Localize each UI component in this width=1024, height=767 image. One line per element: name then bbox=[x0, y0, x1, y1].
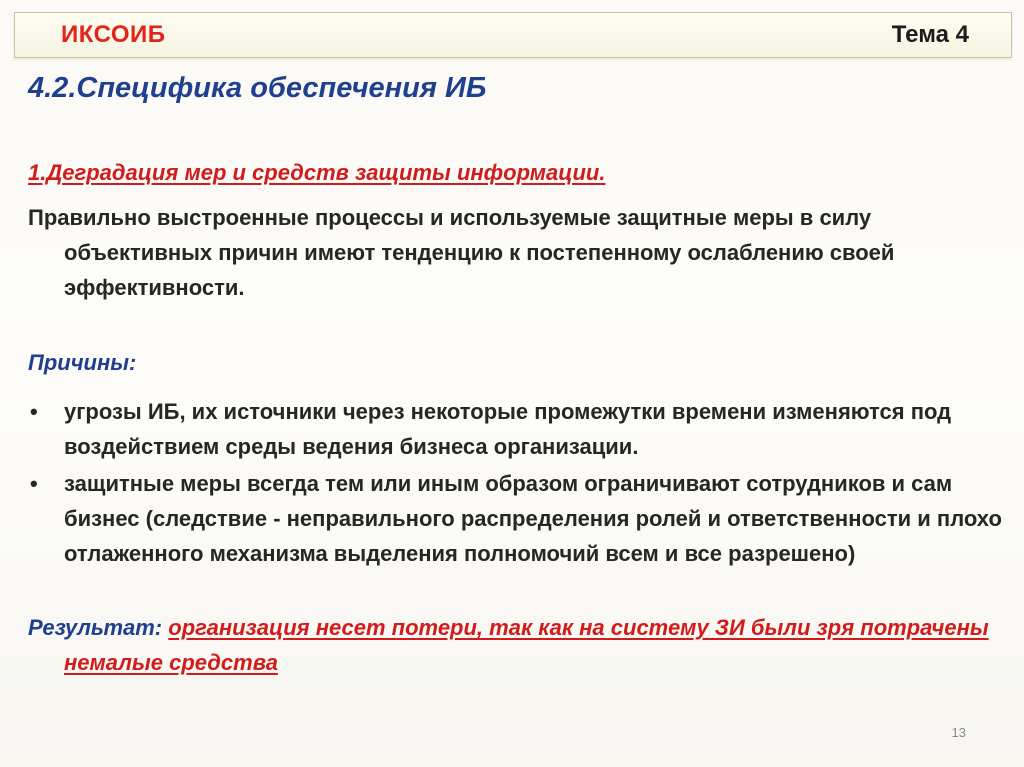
bullet-marker: • bbox=[30, 471, 38, 496]
slide-title: 4.2.Специфика обеспечения ИБ bbox=[28, 72, 487, 104]
causes-label: Причины: bbox=[28, 350, 137, 375]
bullet-text: угрозы ИБ, их источники через некоторые промежутки времени изменяются под воздействием среды ведения бизнеса организации. bbox=[64, 399, 952, 459]
topic-label: Тема 4 bbox=[891, 21, 969, 48]
bullet-text: защитные меры всегда тем или иным образом ограничивают сотрудников и сам бизнес (следствие - неправильного распределения ролей и ответственности и плохо отлаженного механизма выделения полномочий всем и все разрешено) bbox=[64, 471, 1002, 566]
section-heading: 1.Деградация мер и средств защиты информации. bbox=[28, 160, 606, 185]
page-number: 13 bbox=[951, 725, 966, 740]
main-paragraph: Правильно выстроенные процессы и используемые защитные меры в силу объективных причин имеют тенденцию к постепенному ослаблению своей эффективности. bbox=[28, 205, 895, 300]
list-item bbox=[28, 466, 1008, 571]
course-title: ИКСОИБ bbox=[61, 21, 166, 48]
header-bar bbox=[14, 12, 1012, 58]
result-block bbox=[28, 610, 1024, 680]
causes-list bbox=[28, 394, 1008, 573]
bullet-marker: • bbox=[30, 399, 38, 424]
list-item bbox=[28, 394, 1008, 464]
result-label: Результат: bbox=[28, 615, 163, 640]
result-text: организация несет потери, так как на систему ЗИ были зря потрачены немалые средства bbox=[64, 615, 989, 675]
